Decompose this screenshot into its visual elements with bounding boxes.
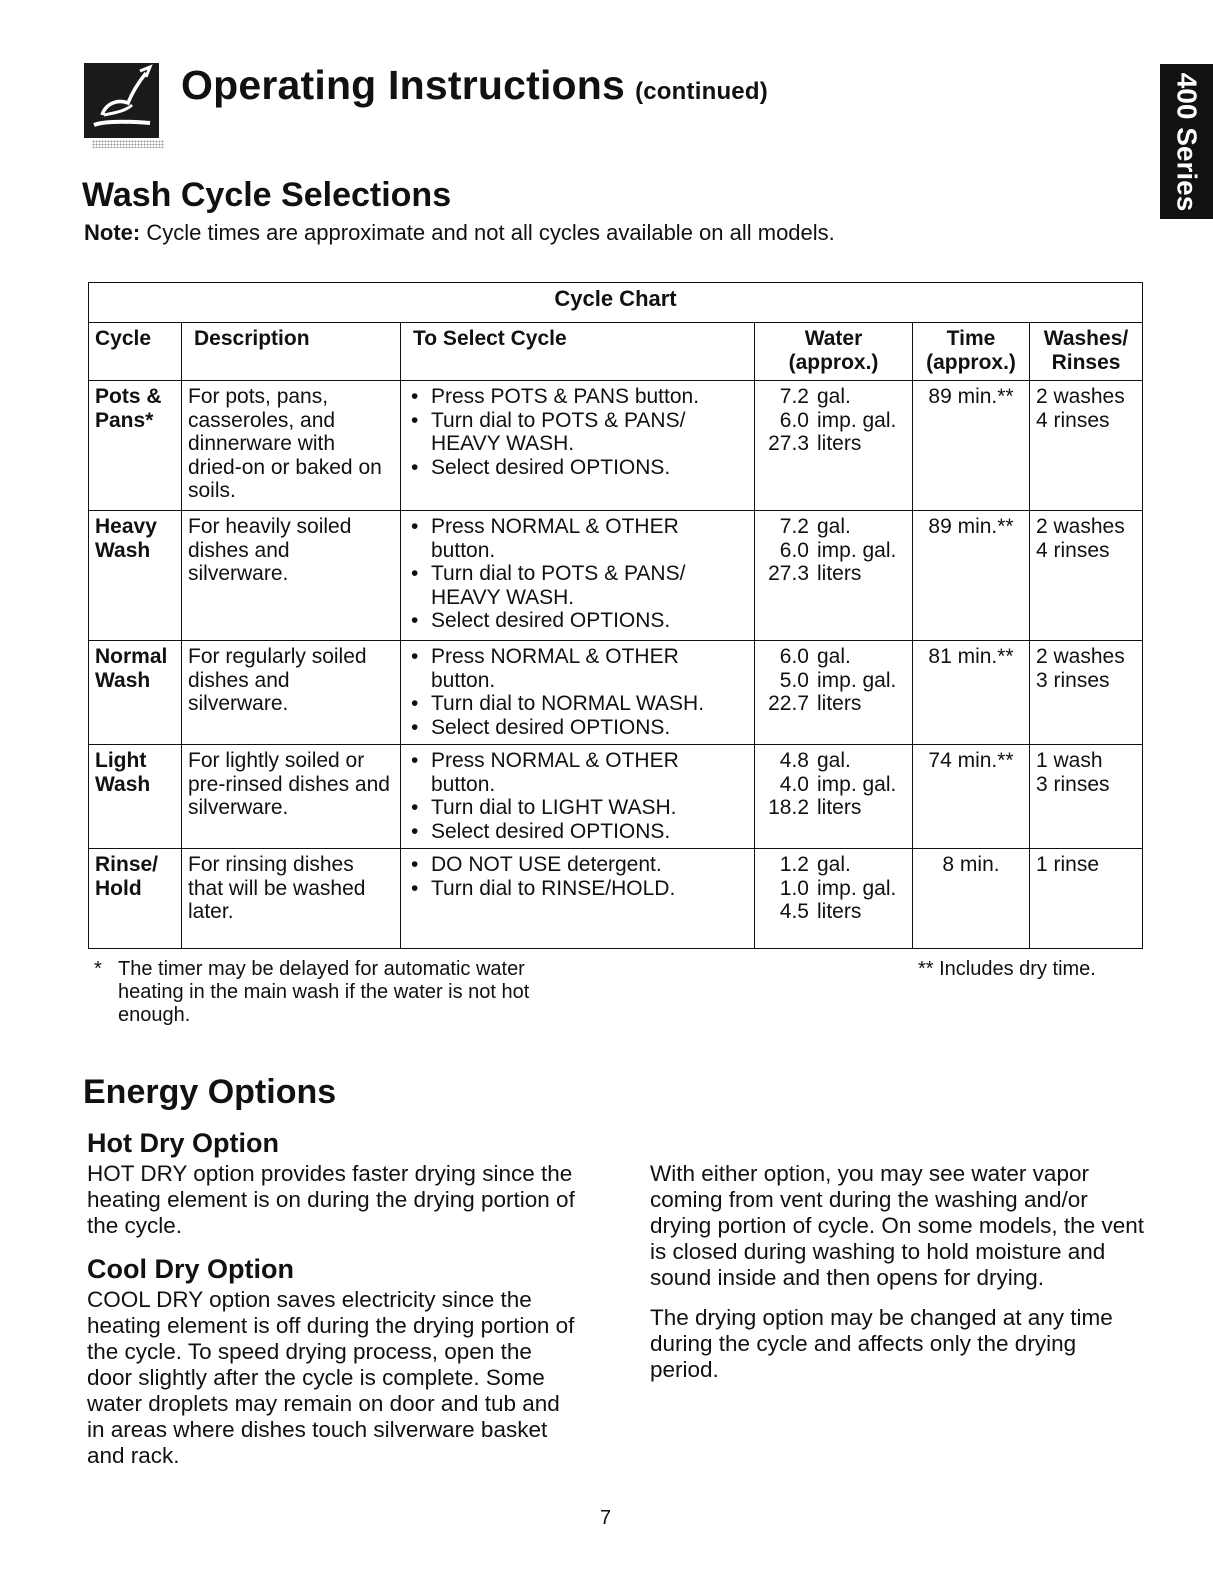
cycle-name-2: Hold	[95, 876, 142, 900]
water-line	[761, 900, 906, 924]
water-line	[761, 385, 906, 409]
wash-cycle-note	[84, 220, 835, 246]
table-row	[89, 849, 1143, 949]
water-unit: liters	[817, 562, 862, 585]
water-unit: imp. gal.	[817, 408, 897, 432]
cycle-steps	[401, 849, 755, 949]
series-tab	[1160, 64, 1213, 219]
cycle-name-2: Wash	[95, 538, 151, 562]
water-unit: gal.	[817, 853, 851, 876]
header-washes-1: Washes/	[1043, 327, 1129, 350]
water-num: 1.0	[779, 876, 809, 900]
cycle-time: 89 min.**	[913, 511, 1030, 641]
water-unit: gal.	[817, 515, 851, 538]
cycle-description: For rinsing dishes that will be washed later.	[182, 849, 401, 949]
water-line	[761, 749, 906, 773]
cycle-water	[755, 381, 913, 511]
page-header	[181, 62, 768, 109]
energy-options-title: Energy Options	[83, 1073, 337, 1111]
water-unit: gal.	[817, 749, 851, 772]
header-description: Description	[182, 323, 401, 381]
step-item: • Turn dial to RINSE/HOLD.	[407, 877, 748, 901]
table-row	[89, 745, 1143, 849]
cycle-name	[89, 511, 182, 641]
cycle-steps	[401, 641, 755, 745]
water-unit: imp. gal.	[817, 538, 897, 562]
water-num: 6.0	[779, 538, 809, 562]
cycle-time: 81 min.**	[913, 641, 1030, 745]
washes-count: 1 rinse	[1036, 853, 1100, 876]
cycle-water	[755, 745, 913, 849]
cycle-time: 8 min.	[913, 849, 1030, 949]
step-item: • Press NORMAL & OTHER button.	[407, 645, 748, 692]
water-num: 6.0	[779, 645, 809, 668]
cycle-washes	[1030, 641, 1143, 745]
water-num: 4.0	[779, 772, 809, 796]
step-item: • Select desired OPTIONS.	[407, 716, 748, 740]
step-item: • Select desired OPTIONS.	[407, 820, 748, 844]
cycle-chart-caption: Cycle Chart	[89, 283, 1143, 323]
water-line	[761, 796, 906, 820]
header-water-1: Water	[804, 327, 863, 350]
table-row	[89, 381, 1143, 511]
rinses-count: 4 rinses	[1036, 538, 1110, 562]
cycle-description: For lightly soiled or pre-rinsed dishes and silverware.	[182, 745, 401, 849]
water-line	[761, 539, 906, 563]
step-item: • Turn dial to POTS & PANS/ HEAVY WASH.	[407, 409, 748, 456]
header-cycle: Cycle	[89, 323, 182, 381]
note-text: Cycle times are approximate and not all cycles available on all models.	[140, 220, 835, 245]
water-num: 4.8	[779, 749, 809, 772]
cycle-water	[755, 511, 913, 641]
step-item: • Select desired OPTIONS.	[407, 609, 748, 633]
cycle-name	[89, 745, 182, 849]
water-unit: liters	[817, 900, 862, 923]
water-unit: gal.	[817, 645, 851, 668]
hot-dry-title: Hot Dry Option	[87, 1128, 279, 1158]
water-num: 18.2	[768, 796, 809, 819]
washes-count: 1 wash	[1036, 749, 1103, 772]
washes-count: 2 washes	[1036, 645, 1125, 668]
vapor-paragraph: With either option, you may see water vapor coming from vent during the washing and/or drying portion of cycle. On some models, the vent is closed during washing to hold moisture and sound inside and then opens for drying.	[650, 1161, 1144, 1290]
page-number: 7	[600, 1507, 612, 1529]
table-row	[89, 641, 1143, 745]
header-washes	[1030, 323, 1143, 381]
cycle-name-1: Normal	[95, 645, 168, 668]
water-unit: imp. gal.	[817, 668, 897, 692]
cycle-time: 89 min.**	[913, 381, 1030, 511]
rinses-count: 3 rinses	[1036, 668, 1110, 692]
cycle-description: For heavily soiled dishes and silverware.	[182, 511, 401, 641]
footnote-2: ** Includes dry time.	[918, 958, 1096, 980]
water-line	[761, 645, 906, 669]
header-washes-2: Rinses	[1051, 350, 1121, 374]
series-tab-label: 400 Series	[1171, 72, 1203, 211]
cycle-name-2: Pans*	[95, 408, 154, 432]
cycle-steps	[401, 745, 755, 849]
cycle-washes	[1030, 849, 1143, 949]
cycle-name-1: Heavy	[95, 515, 157, 538]
cycle-washes	[1030, 745, 1143, 849]
water-line	[761, 409, 906, 433]
dishwasher-hand-icon	[84, 63, 159, 138]
cycle-name-1: Light	[95, 749, 147, 772]
rinses-count: 4 rinses	[1036, 408, 1110, 432]
step-item: • DO NOT USE detergent.	[407, 853, 748, 877]
cycle-steps	[401, 511, 755, 641]
water-line	[761, 432, 906, 456]
step-item: • Turn dial to LIGHT WASH.	[407, 796, 748, 820]
step-item: • Turn dial to NORMAL WASH.	[407, 692, 748, 716]
note-label: Note:	[84, 220, 141, 245]
cycle-name	[89, 849, 182, 949]
cycle-steps	[401, 381, 755, 511]
water-num: 5.0	[779, 668, 809, 692]
header-to-select: To Select Cycle	[401, 323, 755, 381]
header-time-1: Time	[946, 327, 996, 350]
cycle-name	[89, 641, 182, 745]
icon-shadow	[92, 140, 164, 148]
water-line	[761, 853, 906, 877]
table-row	[89, 511, 1143, 641]
cool-dry-title: Cool Dry Option	[87, 1254, 294, 1284]
footnote-1: The timer may be delayed for automatic water heating in the main wash if the water is not hot enough.	[118, 958, 530, 1026]
washes-count: 2 washes	[1036, 515, 1125, 538]
cycle-chart-header-row	[89, 323, 1143, 381]
cycle-description: For regularly soiled dishes and silverware.	[182, 641, 401, 745]
header-water-2: (approx.)	[788, 350, 879, 374]
cycle-time: 74 min.**	[913, 745, 1030, 849]
water-unit: gal.	[817, 385, 851, 408]
header-time	[913, 323, 1030, 381]
water-num: 7.2	[779, 515, 809, 538]
water-unit: liters	[817, 796, 862, 819]
cycle-name-2: Wash	[95, 668, 151, 692]
step-item: • Select desired OPTIONS.	[407, 456, 748, 480]
drying-change-paragraph: The drying option may be changed at any time during the cycle and affects only the drying period.	[650, 1305, 1113, 1382]
water-num: 27.3	[768, 432, 809, 455]
step-item: • Press NORMAL & OTHER button.	[407, 515, 748, 562]
header-time-2: (approx.)	[926, 350, 1016, 374]
water-unit: liters	[817, 432, 862, 455]
cycle-chart-table	[88, 282, 1143, 949]
washes-count: 2 washes	[1036, 385, 1125, 408]
cycle-description: For pots, pans, casseroles, and dinnerware with dried-on or baked on soils.	[182, 381, 401, 511]
hot-dry-text: HOT DRY option provides faster drying since the heating element is on during the drying portion of the cycle.	[87, 1161, 575, 1238]
water-line	[761, 773, 906, 797]
step-item: • Press POTS & PANS button.	[407, 385, 748, 409]
cycle-name-1: Rinse/	[95, 853, 159, 876]
water-line	[761, 877, 906, 901]
water-num: 4.5	[779, 900, 809, 923]
water-unit: imp. gal.	[817, 876, 897, 900]
water-num: 22.7	[768, 692, 809, 715]
cycle-name-1: Pots &	[95, 385, 162, 408]
water-unit: liters	[817, 692, 862, 715]
cycle-water	[755, 849, 913, 949]
cool-dry-text: COOL DRY option saves electricity since the heating element is off during the drying portion of the cycle. To speed drying process, open the door slightly after the cycle is complete. Some water droplets may remain on door and tub and in areas where dishes touch silverware basket and rack.	[87, 1287, 575, 1468]
cycle-name	[89, 381, 182, 511]
wash-cycle-title: Wash Cycle Selections	[82, 176, 452, 214]
water-num: 7.2	[779, 385, 809, 408]
step-item: • Press NORMAL & OTHER button.	[407, 749, 748, 796]
cycle-water	[755, 641, 913, 745]
step-item: • Turn dial to POTS & PANS/ HEAVY WASH.	[407, 562, 748, 609]
page-title: Operating Instructions	[181, 62, 626, 108]
water-line	[761, 692, 906, 716]
water-num: 6.0	[779, 408, 809, 432]
page-subtitle: (continued)	[635, 78, 768, 105]
water-num: 27.3	[768, 562, 809, 585]
header-water	[755, 323, 913, 381]
water-num: 1.2	[779, 853, 809, 876]
footnote-1-mark: *	[94, 958, 102, 980]
rinses-count: 3 rinses	[1036, 772, 1110, 796]
cycle-name-2: Wash	[95, 772, 151, 796]
cycle-washes	[1030, 381, 1143, 511]
water-unit: imp. gal.	[817, 772, 897, 796]
cycle-washes	[1030, 511, 1143, 641]
water-line	[761, 515, 906, 539]
water-line	[761, 562, 906, 586]
water-line	[761, 669, 906, 693]
